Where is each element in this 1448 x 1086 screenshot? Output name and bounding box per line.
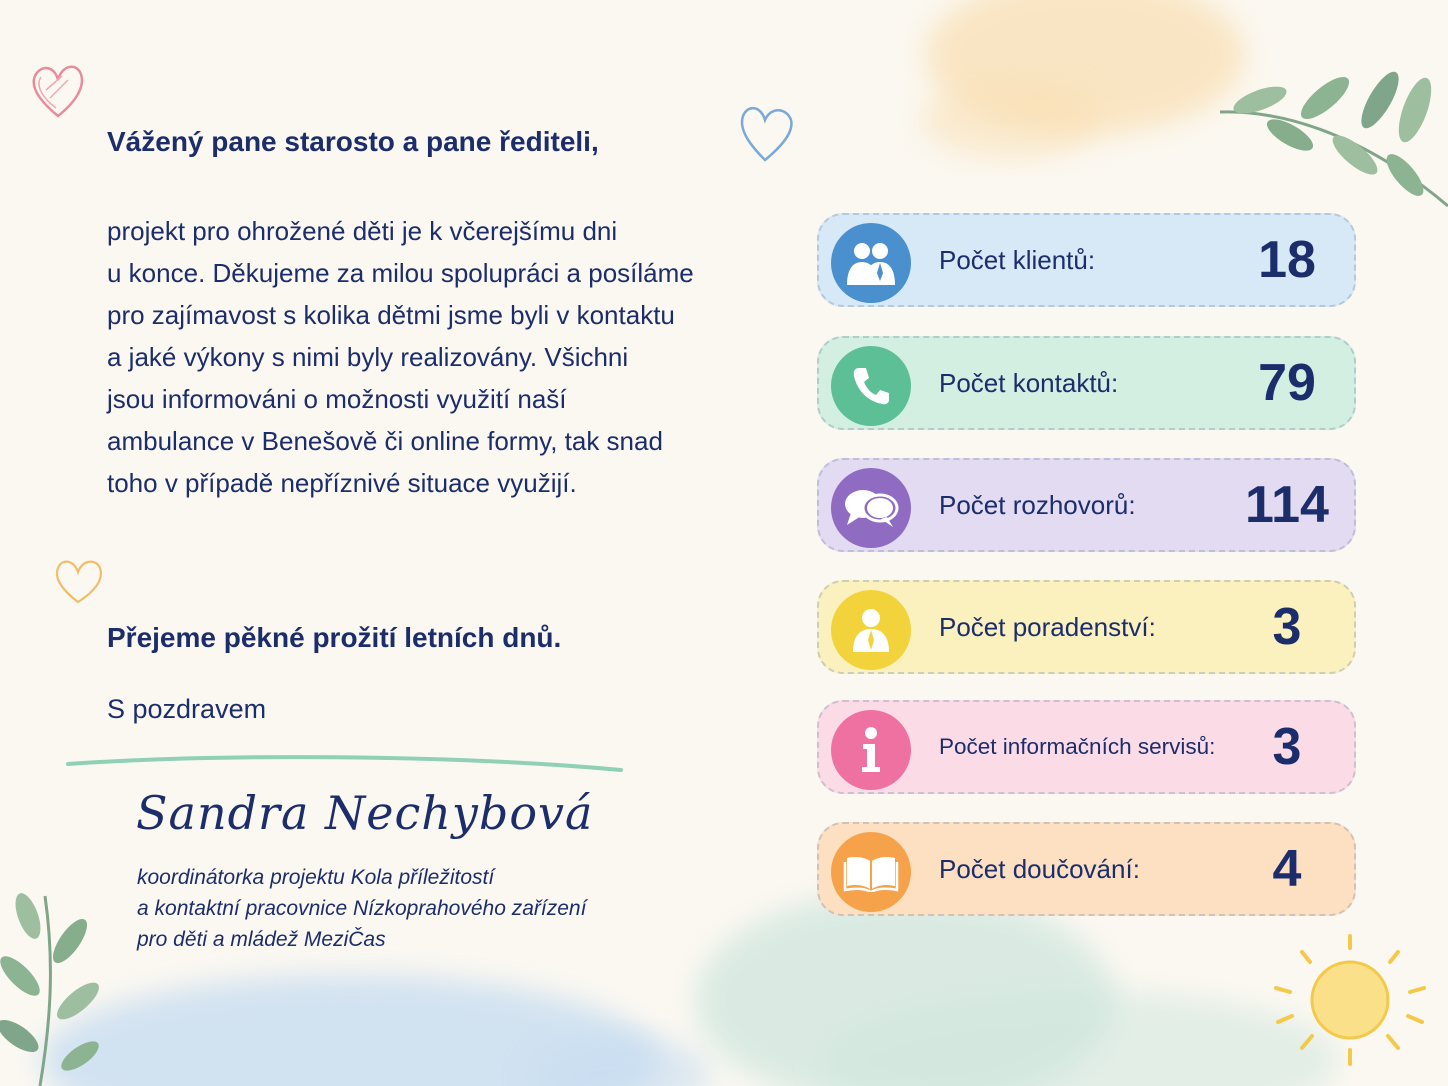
stat-card-information bbox=[817, 700, 1356, 794]
letter-body-line: pro zajímavost s kolika dětmi jsme byli v kontaktu bbox=[107, 300, 675, 330]
leaf-branch-icon bbox=[0, 886, 110, 1086]
people-icon bbox=[831, 223, 911, 303]
stat-card-counseling bbox=[817, 580, 1356, 674]
heart-icon bbox=[737, 98, 799, 166]
stat-label: Počet klientů: bbox=[939, 244, 1096, 275]
stat-value: 4 bbox=[1272, 840, 1302, 898]
letter-greeting: Vážený pane starosto a pane řediteli, bbox=[107, 126, 599, 157]
letter-body-line: ambulance v Benešově či online formy, tak snad bbox=[107, 426, 663, 456]
chat-icon bbox=[831, 468, 911, 548]
stat-card-tutoring bbox=[817, 822, 1356, 916]
stat-label: Počet poradenství: bbox=[939, 611, 1156, 642]
signer-role bbox=[137, 862, 586, 955]
letter-body bbox=[107, 210, 767, 504]
letter-body-line: projekt pro ohrožené děti je k včerejšímu dni bbox=[107, 216, 618, 246]
stat-value: 114 bbox=[1245, 476, 1329, 534]
heart-icon bbox=[28, 58, 88, 123]
letter-body-line: toho v případě nepříznivé situace využijí. bbox=[107, 468, 577, 498]
book-icon bbox=[831, 832, 911, 912]
stat-card-clients bbox=[817, 213, 1356, 307]
divider-line bbox=[66, 748, 626, 778]
letter-body-line: a jaké výkony s nimi byly realizovány. Všichni bbox=[107, 342, 629, 372]
letter-regards: S pozdravem bbox=[107, 694, 267, 724]
letter-body-line: jsou informováni o možnosti využití naší bbox=[107, 384, 567, 414]
stat-value: 3 bbox=[1272, 598, 1302, 656]
stat-value: 3 bbox=[1272, 718, 1302, 776]
advisor-icon bbox=[831, 590, 911, 670]
letter-body-line: u konce. Děkujeme za milou spolupráci a posíláme bbox=[107, 258, 694, 288]
sun-icon bbox=[1272, 930, 1432, 1070]
stat-label: Počet kontaktů: bbox=[939, 367, 1119, 398]
heart-icon bbox=[52, 552, 108, 608]
signer-role-line: pro děti a mládež MeziČas bbox=[137, 928, 386, 951]
letter-wish: Přejeme pěkné prožití letních dnů. bbox=[107, 622, 562, 653]
leaf-branch-icon bbox=[1220, 40, 1448, 210]
stat-value: 18 bbox=[1258, 231, 1316, 289]
stat-label: Počet rozhovorů: bbox=[939, 489, 1136, 520]
phone-icon bbox=[831, 346, 911, 426]
stat-label: Počet informačních servisů: bbox=[939, 734, 1216, 759]
signature: Sandra Nechybová bbox=[136, 786, 594, 840]
stat-card-conversations bbox=[817, 458, 1356, 552]
stat-card-contacts bbox=[817, 336, 1356, 430]
info-icon bbox=[831, 710, 911, 790]
signer-role-line: koordinátorka projektu Kola příležitostí bbox=[137, 866, 495, 889]
stat-value: 79 bbox=[1258, 354, 1316, 412]
signer-role-line: a kontaktní pracovnice Nízkoprahového zařízení bbox=[137, 897, 587, 920]
stat-label: Počet doučování: bbox=[939, 853, 1140, 884]
